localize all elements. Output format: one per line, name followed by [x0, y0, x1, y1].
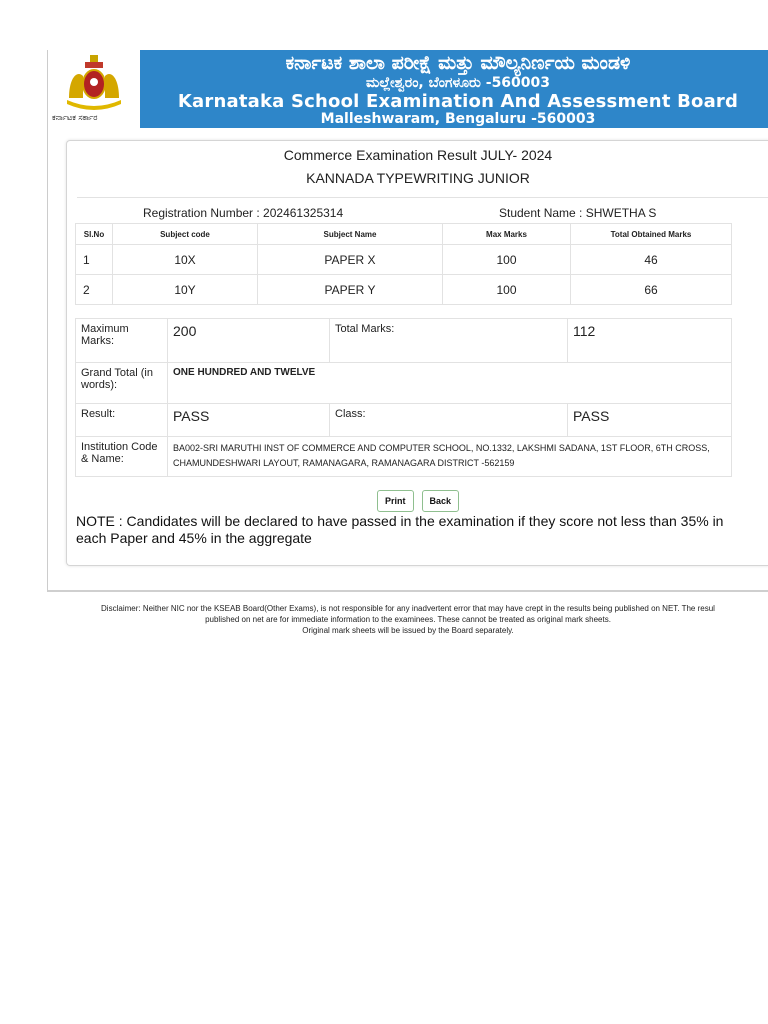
total-marks-label: Total Marks: — [330, 319, 568, 363]
table-row — [76, 245, 732, 275]
column-header: Total Obtained Marks — [571, 224, 732, 245]
board-address-kannada: ಮಲ್ಲೇಶ್ವರಂ, ಬೆಂಗಳೂರು -560003 — [365, 75, 551, 91]
exam-subject: KANNADA TYPEWRITING JUNIOR — [306, 170, 530, 186]
disclaimer — [48, 603, 768, 636]
marks-table — [75, 223, 732, 305]
column-header: Max Marks — [443, 224, 571, 245]
max-marks-label: Maximum Marks: — [76, 319, 168, 363]
result-card — [66, 140, 768, 566]
table-cell: 46 — [571, 245, 732, 275]
table-cell: 10Y — [113, 275, 258, 305]
result-label: Result: — [76, 404, 168, 437]
table-cell: PAPER X — [258, 245, 443, 275]
total-marks-value: 112 — [568, 319, 732, 363]
column-header: Subject Name — [258, 224, 443, 245]
disclaimer-line: Original mark sheets will be issued by the Board separately. — [302, 626, 514, 635]
table-cell: 2 — [76, 275, 113, 305]
pass-criteria-note: NOTE : Candidates will be declared to have passed in the examination if they score not less than 35% in each Paper and 45% in the aggregate — [76, 513, 724, 546]
board-title-english: Karnataka School Examination And Assessment Board — [177, 91, 739, 112]
disclaimer-line: Disclaimer: Neither NIC nor the KSEAB Board(Other Exams), is not responsible for any inadvertent error that may have crept in the results being published on NET. The resul — [101, 604, 715, 613]
emblem-caption: ಕರ್ನಾಟಕ ಸರ್ಕಾರ — [52, 113, 98, 122]
class-value: PASS — [568, 404, 732, 437]
summary-row — [76, 437, 732, 477]
column-header: Sl.No — [76, 224, 113, 245]
max-marks-value: 200 — [168, 319, 330, 363]
karnataka-emblem-icon — [63, 54, 125, 112]
summary-row — [76, 363, 732, 404]
column-header: Subject code — [113, 224, 258, 245]
table-header-row — [76, 224, 732, 245]
table-cell: PAPER Y — [258, 275, 443, 305]
exam-title: Commerce Examination Result JULY- 2024 — [283, 147, 553, 163]
action-buttons — [67, 490, 768, 512]
institution-value: BA002-SRI MARUTHI INST OF COMMERCE AND COMPUTER SCHOOL, NO.1332, LAKSHMI SADANA, 1ST FLOOR, 6TH CROSS, CHAMUNDESHWARI LAYOUT, RAMANAGARA, RAMANAGARA DISTRICT -562159 — [168, 437, 732, 477]
summary-row — [76, 319, 732, 363]
emblem-area — [48, 50, 140, 128]
table-cell: 10X — [113, 245, 258, 275]
back-button[interactable]: Back — [422, 490, 460, 512]
student-name: Student Name : SHWETHA S — [499, 206, 657, 220]
table-cell: 66 — [571, 275, 732, 305]
print-button[interactable]: Print — [377, 490, 414, 512]
board-address-english: Malleshwaram, Bengaluru -560003 — [320, 111, 596, 127]
table-cell: 1 — [76, 245, 113, 275]
divider — [77, 197, 768, 198]
registration-number: Registration Number : 202461325314 — [143, 206, 344, 220]
summary-table — [75, 318, 732, 477]
grand-total-label: Grand Total (in words): — [76, 363, 168, 404]
institution-label: Institution Code & Name: — [76, 437, 168, 477]
disclaimer-line: published on net are for immediate information to the examinees. These cannot be treated as original mark sheets. — [205, 615, 611, 624]
header-banner — [48, 50, 768, 128]
summary-row — [76, 404, 732, 437]
table-cell: 100 — [443, 245, 571, 275]
class-label: Class: — [330, 404, 568, 437]
result-value: PASS — [168, 404, 330, 437]
table-row — [76, 275, 732, 305]
table-cell: 100 — [443, 275, 571, 305]
grand-total-value: ONE HUNDRED AND TWELVE — [168, 363, 732, 404]
board-title-kannada: ಕರ್ನಾಟಕ ಶಾಲಾ ಪರೀಕ್ಷೆ ಮತ್ತು ಮೌಲ್ಯನಿರ್ಣಯ ಮಂಡಳಿ — [285, 52, 631, 74]
